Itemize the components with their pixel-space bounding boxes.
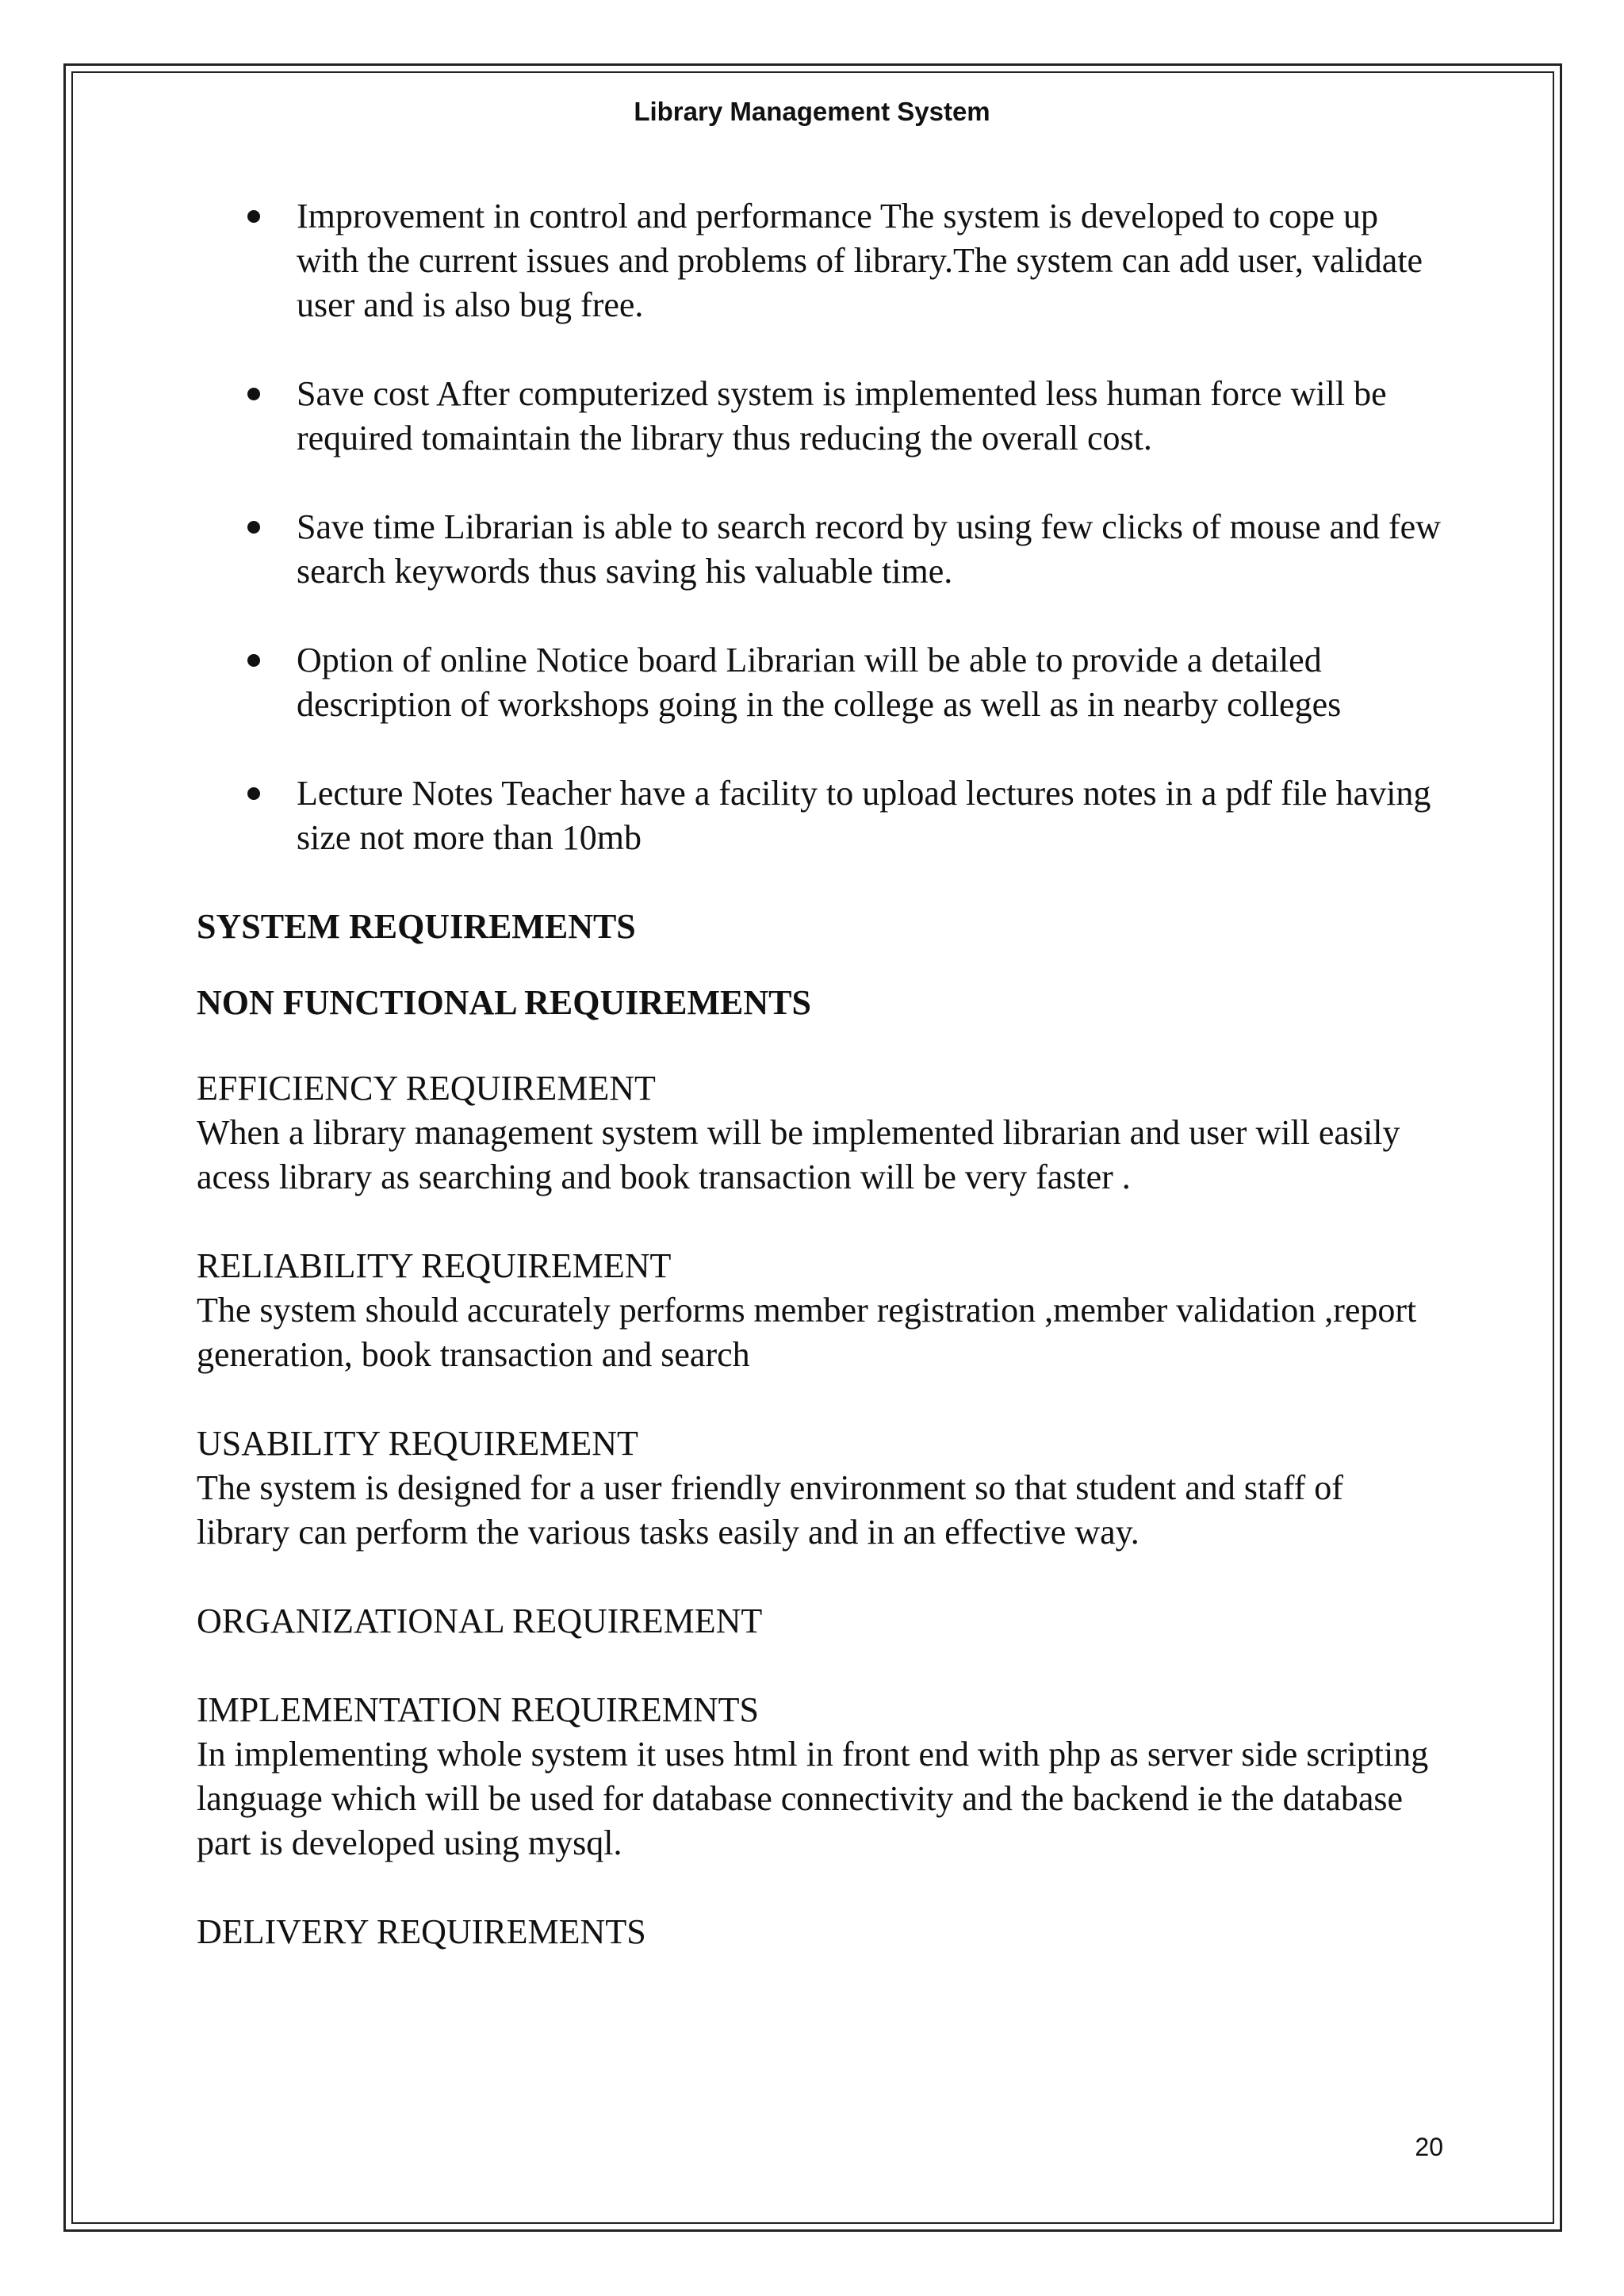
section-title: EFFICIENCY REQUIREMENT	[197, 1069, 656, 1108]
running-header: Library Management System	[634, 97, 990, 126]
list-item	[197, 194, 1442, 327]
benefits-list	[197, 194, 1442, 860]
bullet-icon	[247, 654, 260, 667]
list-item-text: Improvement in control and performance The system is developed to cope up with the current issues and problems of library.The system can add user, validate user and is also bug free.	[297, 197, 1423, 324]
section-title: USABILITY REQUIREMENT	[197, 1424, 638, 1463]
page-number: 20	[1415, 2133, 1443, 2161]
section-body: In implementing whole system it uses html in front end with php as server side scripting language which will be used for database connectivity and the backend ie the database part is developed using mysql.	[197, 1735, 1429, 1862]
bullet-icon	[247, 521, 260, 534]
list-item	[197, 505, 1442, 594]
section-implementation	[197, 1688, 1442, 1866]
section-body: The system is designed for a user friendly environment so that student and staff of library can perform the various tasks easily and in an effective way.	[197, 1468, 1343, 1552]
section-delivery	[197, 1910, 1442, 1954]
bullet-icon	[247, 787, 260, 800]
list-item-text: Lecture Notes Teacher have a facility to upload lectures notes in a pdf file having size not more than 10mb	[297, 774, 1431, 857]
bullet-icon	[247, 210, 260, 223]
section-title: DELIVERY REQUIREMENTS	[197, 1912, 646, 1951]
section-title: IMPLEMENTATION REQUIREMNTS	[197, 1690, 760, 1729]
section-body: When a library management system will be implemented librarian and user will easily acess library as searching and book transaction will be very faster .	[197, 1113, 1400, 1196]
section-efficiency	[197, 1066, 1442, 1200]
section-title: ORGANIZATIONAL REQUIREMENT	[197, 1601, 763, 1640]
heading-system-requirements: SYSTEM REQUIREMENTS	[197, 907, 636, 946]
heading-non-functional-requirements: NON FUNCTIONAL REQUIREMENTS	[197, 983, 811, 1022]
section-reliability	[197, 1244, 1442, 1377]
list-item	[197, 771, 1442, 860]
bullet-icon	[247, 388, 260, 400]
list-item-text: Save time Librarian is able to search record by using few clicks of mouse and few search keywords thus saving his valuable time.	[297, 507, 1441, 591]
list-item	[197, 638, 1442, 727]
list-item	[197, 372, 1442, 461]
list-item-text: Save cost After computerized system is implemented less human force will be required tomaintain the library thus reducing the overall cost.	[297, 374, 1387, 457]
page-content	[197, 194, 1442, 1999]
section-usability	[197, 1422, 1442, 1555]
section-title: RELIABILITY REQUIREMENT	[197, 1246, 672, 1285]
section-organizational	[197, 1599, 1442, 1644]
list-item-text: Option of online Notice board Librarian will be able to provide a detailed description of workshops going in the college as well as in nearby colleges	[297, 641, 1342, 724]
section-body: The system should accurately performs member registration ,member validation ,report generation, book transaction and search	[197, 1291, 1417, 1374]
